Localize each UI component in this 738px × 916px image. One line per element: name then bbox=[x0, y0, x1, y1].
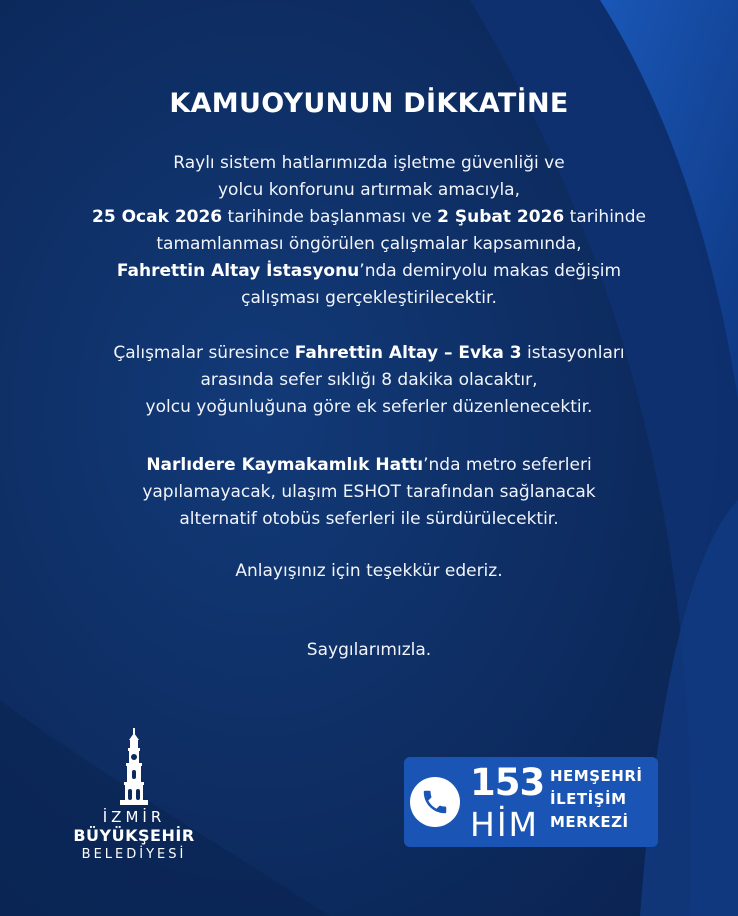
text-line: Çalışmalar süresince Fahrettin Altay – Evka 3 istasyonları bbox=[113, 343, 625, 363]
hotline-name-line: İLETİŞİM bbox=[550, 790, 627, 808]
phone-badge bbox=[410, 777, 460, 827]
end-date: 2 Şubat 2026 bbox=[437, 207, 565, 227]
text-line: yapılamayacak, ulaşım ESHOT tarafından sağlanacak bbox=[142, 482, 596, 502]
hotline-number: 153 bbox=[470, 761, 545, 804]
logo-text-buyuksehir: BÜYÜKŞEHİR bbox=[73, 826, 195, 845]
text-line: çalışması gerçekleştirilecektir. bbox=[241, 288, 497, 308]
paragraph-line-closure bbox=[0, 452, 738, 533]
phone-icon bbox=[420, 787, 450, 817]
text-line: Raylı sistem hatlarımızda işletme güvenliği ve bbox=[173, 153, 565, 173]
hotline-name-line: MERKEZİ bbox=[550, 813, 629, 831]
hotline-badge bbox=[404, 757, 658, 847]
text-line: Narlıdere Kaymakamlık Hattı’nda metro seferleri bbox=[146, 455, 592, 475]
text-line: tamamlanması öngörülen çalışmalar kapsamında, bbox=[156, 234, 582, 254]
paragraph-frequency bbox=[0, 340, 738, 421]
logo-text-belediyesi: BELEDİYESİ bbox=[81, 847, 187, 862]
hotline-name-line: HEMŞEHRİ bbox=[550, 767, 643, 785]
izmir-municipality-logo bbox=[70, 728, 198, 868]
text-line: arasında sefer sıklığı 8 dakika olacaktır, bbox=[200, 370, 538, 390]
text-line: yolcu yoğunluğuna göre ek seferler düzenlenecektir. bbox=[145, 397, 593, 417]
paragraph-works bbox=[0, 150, 738, 312]
text-line: yolcu konforunu artırmak amacıyla, bbox=[217, 180, 520, 200]
station-name: Fahrettin Altay İstasyonu bbox=[116, 261, 360, 281]
closing-text: Saygılarımızla. bbox=[306, 640, 432, 660]
hotline-abbreviation: HİM bbox=[470, 805, 540, 844]
text-line: Fahrettin Altay İstasyonu’nda demiryolu makas değişim bbox=[116, 261, 622, 281]
line-name: Narlıdere Kaymakamlık Hattı bbox=[146, 455, 424, 475]
page-title: KAMUOYUNUN DİKKATİNE bbox=[169, 88, 569, 119]
clock-tower-icon bbox=[114, 728, 154, 806]
logo-text-izmir: İZMİR bbox=[102, 808, 166, 826]
text-line: alternatif otobüs seferleri ile sürdürülecektir. bbox=[179, 509, 559, 529]
start-date: 25 Ocak 2026 bbox=[92, 207, 223, 227]
text-line: 25 Ocak 2026 tarihinde başlanması ve 2 Şubat 2026 tarihinde bbox=[92, 207, 646, 227]
thanks-text: Anlayışınız için teşekkür ederiz. bbox=[235, 561, 503, 581]
route-name: Fahrettin Altay – Evka 3 bbox=[294, 343, 522, 363]
